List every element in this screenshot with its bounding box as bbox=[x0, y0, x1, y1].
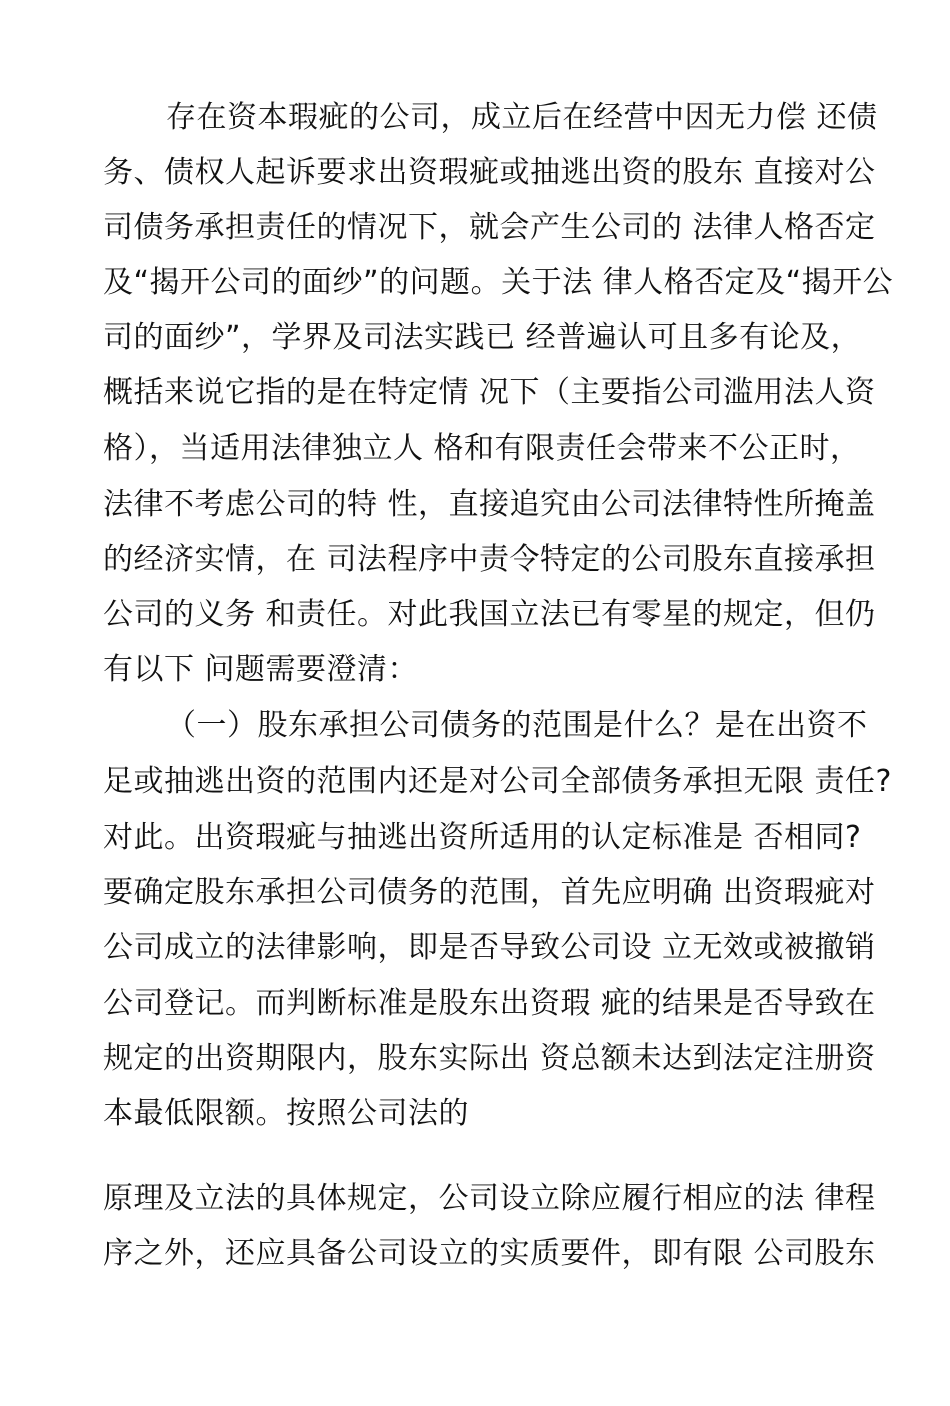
paragraph-1-line: 司的面纱”，学界及司法实践已 经普遍认可且多有论及， bbox=[103, 320, 862, 355]
paragraph-3-line: 原理及立法的具体规定，公司设立除应履行相应的法 律程 bbox=[103, 1181, 876, 1216]
paragraph-1-line: 法律不考虑公司的特 性，直接追究由公司法律特性所掩盖 bbox=[103, 487, 876, 522]
paragraph-1-line: 及“揭开公司的面纱”的问题。关于法 律人格否定及“揭开公 bbox=[103, 265, 894, 300]
paragraph-2-line: 足或抽逃出资的范围内还是对公司全部债务承担无限 责任? bbox=[103, 764, 892, 799]
paragraph-1-line: 格），当适用法律独立人 格和有限责任会带来不公正时， bbox=[103, 431, 861, 466]
paragraph-2-line: 公司登记。而判断标准是股东出资瑕 疵的结果是否导致在 bbox=[103, 986, 876, 1021]
paragraph-2-line: 要确定股东承担公司债务的范围，首先应明确 出资瑕疵对 bbox=[103, 875, 876, 910]
paragraph-2-line: 规定的出资期限内，股东实际出 资总额未达到法定注册资 bbox=[103, 1041, 876, 1076]
paragraph-1-line: 务、债权人起诉要求出资瑕疵或抽逃出资的股东 直接对公 bbox=[103, 155, 876, 190]
paragraph-2-line: 公司成立的法律影响，即是否导致公司设 立无效或被撤销 bbox=[103, 930, 876, 965]
paragraph-1-line: 有以下 问题需要澄清： bbox=[103, 652, 419, 687]
paragraph-2-line: （一）股东承担公司债务的范围是什么？是在出资不 bbox=[166, 708, 868, 743]
paragraph-1-line: 存在资本瑕疵的公司，成立后在经营中因无力偿 还债 bbox=[166, 100, 878, 135]
paragraph-3-line: 序之外，还应具备公司设立的实质要件，即有限 公司股东 bbox=[103, 1236, 876, 1271]
paragraph-2-line: 对此。出资瑕疵与抽逃出资所适用的认定标准是 否相同? bbox=[103, 820, 862, 855]
paragraph-1-line: 公司的义务 和责任。对此我国立法已有零星的规定，但仍 bbox=[103, 597, 876, 632]
paragraph-1-line: 的经济实情，在 司法程序中责令特定的公司股东直接承担 bbox=[103, 542, 876, 577]
paragraph-1-line: 概括来说它指的是在特定情 况下（主要指公司滥用法人资 bbox=[103, 375, 876, 410]
paragraph-2-line: 本最低限额。按照公司法的 bbox=[103, 1096, 469, 1131]
paragraph-1-line: 司债务承担责任的情况下，就会产生公司的 法律人格否定 bbox=[103, 210, 876, 245]
